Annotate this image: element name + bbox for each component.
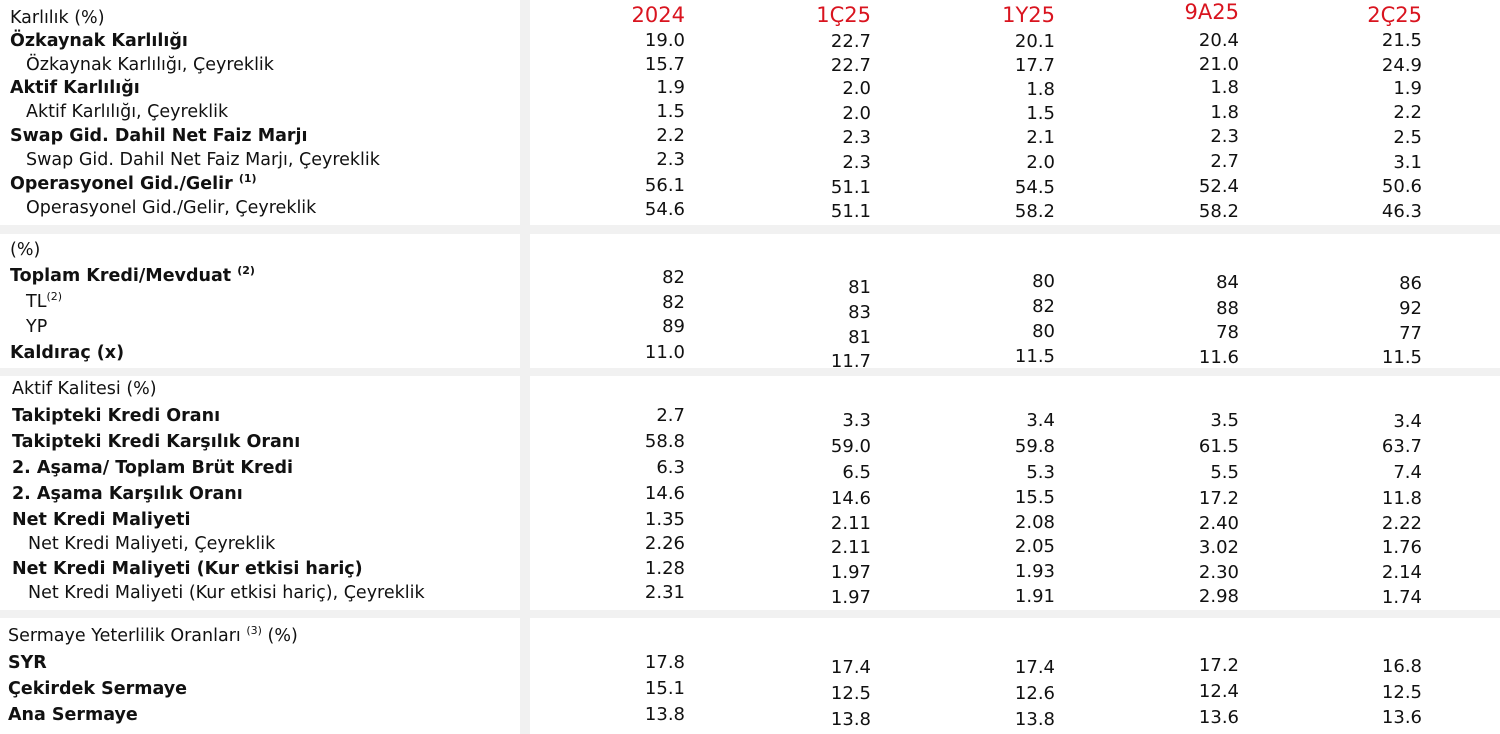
column-header-1c25: 1Ç25 [816, 3, 871, 27]
row-label: SYR [8, 653, 47, 673]
value-2024: 1.5 [656, 101, 685, 122]
table-row [0, 315, 1500, 348]
value-1c25: 51.1 [830, 177, 871, 198]
section-title: Aktif Kalitesi (%) [12, 379, 157, 399]
value-2024: 89 [662, 316, 685, 337]
row-label [26, 290, 62, 314]
table-row [0, 703, 1500, 730]
row-label: Net Kredi Maliyeti [12, 510, 191, 530]
table-row [0, 404, 1500, 432]
table-row [0, 53, 1500, 77]
table-row [0, 148, 1500, 172]
value-9a25: 61.5 [1198, 436, 1239, 457]
table-row [0, 557, 1500, 581]
section-title-text: Sermaye Yeterlilik Oranları [8, 626, 241, 646]
value-1c25: 2.11 [830, 513, 871, 534]
value-2c25: 16.8 [1381, 656, 1422, 677]
value-9a25: 88 [1216, 298, 1239, 319]
value-1c25: 1.97 [830, 587, 871, 608]
value-1y25: 1.5 [1026, 103, 1055, 124]
row-label: Çekirdek Sermaye [8, 679, 187, 699]
value-9a25: 3.5 [1210, 410, 1239, 431]
value-2024: 2.26 [644, 533, 685, 554]
value-9a25: 12.4 [1198, 681, 1239, 702]
value-1y25: 2.0 [1026, 152, 1055, 173]
value-2c25: 12.5 [1381, 682, 1422, 703]
table-row [0, 29, 1500, 53]
row-label-text: Operasyonel Gid./Gelir [10, 174, 233, 194]
value-1y25: 20.1 [1014, 31, 1055, 52]
value-1y25: 15.5 [1014, 487, 1055, 508]
value-9a25: 1.8 [1210, 77, 1239, 98]
value-2024: 1.9 [656, 77, 685, 98]
value-9a25: 13.6 [1198, 707, 1239, 728]
value-1y25: 58.2 [1014, 201, 1055, 222]
column-header-1y25: 1Y25 [1002, 3, 1055, 27]
value-2024: 15.7 [644, 54, 685, 75]
value-1y25: 2.08 [1014, 512, 1055, 533]
value-9a25: 58.2 [1198, 201, 1239, 222]
value-2024: 56.1 [644, 175, 685, 196]
value-2c25: 63.7 [1381, 436, 1422, 457]
footnote-marker: (1) [238, 172, 257, 186]
value-1c25: 2.3 [842, 152, 871, 173]
value-1y25: 3.4 [1026, 410, 1055, 431]
value-1c25: 2.11 [830, 537, 871, 558]
table-row [0, 508, 1500, 532]
value-2c25: 77 [1399, 323, 1422, 344]
value-2c25: 1.9 [1393, 78, 1422, 99]
value-9a25: 11.6 [1198, 347, 1239, 368]
row-label: Takipteki Kredi Oranı [12, 406, 221, 426]
value-1c25: 17.4 [830, 657, 871, 678]
value-1y25: 80 [1032, 321, 1055, 342]
value-1c25: 3.3 [842, 410, 871, 431]
value-9a25: 78 [1216, 322, 1239, 343]
value-1y25: 2.1 [1026, 127, 1055, 148]
value-2c25: 11.8 [1381, 488, 1422, 509]
table-row [0, 124, 1500, 148]
section-title-asset-quality [0, 377, 1500, 401]
value-1c25: 81 [848, 327, 871, 348]
value-1y25: 59.8 [1014, 436, 1055, 457]
value-2024: 17.8 [644, 652, 685, 673]
row-label-text: TL [26, 292, 47, 312]
value-9a25: 2.98 [1198, 586, 1239, 607]
footnote-marker: (2) [46, 290, 63, 304]
row-label: Özkaynak Karlılığı [10, 31, 188, 51]
table-row [0, 482, 1500, 509]
value-1y25: 13.8 [1014, 709, 1055, 730]
value-2024: 54.6 [644, 199, 685, 220]
value-2024: 6.3 [656, 457, 685, 478]
value-1y25: 1.93 [1014, 561, 1055, 582]
value-2024: 2.2 [656, 125, 685, 146]
value-1y25: 5.3 [1026, 462, 1055, 483]
table-row [0, 456, 1500, 483]
section-title-unit: (%) [267, 626, 298, 646]
value-9a25: 21.0 [1198, 54, 1239, 75]
value-1c25: 2.0 [842, 78, 871, 99]
value-2024: 19.0 [644, 30, 685, 51]
column-header-2024: 2024 [631, 3, 685, 27]
row-label: YP [26, 317, 48, 337]
table-row [0, 264, 1500, 298]
value-1c25: 1.97 [830, 562, 871, 583]
value-2024: 82 [662, 292, 685, 313]
value-1c25: 2.3 [842, 127, 871, 148]
row-label: 2. Aşama Karşılık Oranı [12, 484, 243, 504]
row-label: Aktif Karlılığı, Çeyreklik [26, 102, 229, 122]
section-title [8, 624, 298, 648]
value-9a25: 2.40 [1198, 513, 1239, 534]
row-label: Ana Sermaye [8, 705, 138, 725]
value-1c25: 11.7 [830, 351, 871, 372]
value-1c25: 22.7 [830, 31, 871, 52]
value-1y25: 1.91 [1014, 586, 1055, 607]
value-1y25: 11.5 [1014, 346, 1055, 367]
row-label: Net Kredi Maliyeti (Kur etkisi hariç) [12, 559, 363, 579]
value-2c25: 11.5 [1381, 347, 1422, 368]
value-1c25: 2.0 [842, 103, 871, 124]
section-title: (%) [10, 240, 41, 260]
value-1c25: 59.0 [830, 436, 871, 457]
value-9a25: 17.2 [1198, 655, 1239, 676]
value-1c25: 51.1 [830, 201, 871, 222]
table-row [0, 76, 1500, 100]
table-row [0, 677, 1500, 704]
value-1y25: 2.05 [1014, 536, 1055, 557]
footnote-marker: (2) [237, 264, 255, 278]
table-row [0, 532, 1500, 556]
row-label: Swap Gid. Dahil Net Faiz Marjı, Çeyreklik [26, 150, 380, 170]
value-9a25: 17.2 [1198, 488, 1239, 509]
value-2c25: 2.22 [1381, 513, 1422, 534]
row-label: Swap Gid. Dahil Net Faiz Marjı [10, 126, 308, 146]
value-9a25: 2.3 [1210, 126, 1239, 147]
value-1c25: 22.7 [830, 55, 871, 76]
row-label: 2. Aşama/ Toplam Brüt Kredi [12, 458, 293, 478]
value-1c25: 81 [848, 277, 871, 298]
value-2c25: 24.9 [1381, 55, 1422, 76]
value-2c25: 3.1 [1393, 152, 1422, 173]
value-2c25: 86 [1399, 273, 1422, 294]
section-title-profitability [0, 6, 1500, 30]
value-2024: 13.8 [644, 704, 685, 725]
value-2c25: 1.76 [1381, 537, 1422, 558]
value-1y25: 17.4 [1014, 657, 1055, 678]
value-9a25: 84 [1216, 272, 1239, 293]
value-2024: 82 [662, 267, 685, 288]
value-9a25: 1.8 [1210, 102, 1239, 123]
value-2024: 2.3 [656, 149, 685, 170]
row-label: Aktif Karlılığı [10, 78, 140, 98]
value-2024: 14.6 [644, 483, 685, 504]
row-label: Operasyonel Gid./Gelir, Çeyreklik [26, 198, 317, 218]
value-2c25: 21.5 [1381, 30, 1422, 51]
value-2c25: 1.74 [1381, 587, 1422, 608]
value-1y25: 17.7 [1014, 55, 1055, 76]
value-2024: 15.1 [644, 678, 685, 699]
value-2c25: 7.4 [1393, 462, 1422, 483]
value-9a25: 52.4 [1198, 176, 1239, 197]
value-2c25: 46.3 [1381, 201, 1422, 222]
value-1c25: 83 [848, 302, 871, 323]
table-row [0, 196, 1500, 220]
section-title-capital [0, 624, 1500, 648]
value-2c25: 3.4 [1393, 411, 1422, 432]
section-title-ratios [0, 238, 1500, 262]
table-row [0, 100, 1500, 124]
table-row [0, 172, 1500, 196]
value-2024: 58.8 [644, 431, 685, 452]
value-1y25: 82 [1032, 296, 1055, 317]
value-9a25: 2.30 [1198, 562, 1239, 583]
table-row [0, 290, 1500, 323]
column-header-2c25: 2Ç25 [1367, 3, 1422, 27]
value-2024: 2.31 [644, 582, 685, 603]
value-9a25: 5.5 [1210, 462, 1239, 483]
value-1y25: 80 [1032, 271, 1055, 292]
value-2c25: 13.6 [1381, 707, 1422, 728]
value-1c25: 14.6 [830, 488, 871, 509]
row-label: Takipteki Kredi Karşılık Oranı [12, 432, 301, 452]
value-2024: 2.7 [656, 405, 685, 426]
value-2024: 1.28 [644, 558, 685, 579]
row-label [10, 172, 257, 196]
row-label-text: Toplam Kredi/Mevduat [10, 266, 232, 286]
table-row [0, 430, 1500, 457]
value-1c25: 6.5 [842, 462, 871, 483]
value-2024: 11.0 [644, 342, 685, 363]
value-2c25: 2.2 [1393, 102, 1422, 123]
value-2024: 1.35 [644, 509, 685, 530]
table-row [0, 581, 1500, 608]
table-row [0, 341, 1500, 372]
value-1y25: 12.6 [1014, 683, 1055, 704]
table-row [0, 651, 1500, 678]
column-header-9a25: 9A25 [1184, 0, 1239, 24]
value-2c25: 50.6 [1381, 176, 1422, 197]
value-9a25: 2.7 [1210, 151, 1239, 172]
value-1y25: 1.8 [1026, 79, 1055, 100]
row-label: Net Kredi Maliyeti, Çeyreklik [28, 534, 276, 554]
value-2c25: 2.14 [1381, 562, 1422, 583]
value-1c25: 13.8 [830, 709, 871, 730]
row-label [10, 264, 255, 288]
row-label: Özkaynak Karlılığı, Çeyreklik [26, 55, 274, 75]
value-1c25: 12.5 [830, 683, 871, 704]
row-label: Kaldıraç (x) [10, 343, 125, 363]
value-2c25: 2.5 [1393, 127, 1422, 148]
footnote-marker: (3) [246, 624, 262, 638]
value-9a25: 20.4 [1198, 30, 1239, 51]
value-1y25: 54.5 [1014, 177, 1055, 198]
value-2c25: 92 [1399, 298, 1422, 319]
value-9a25: 3.02 [1198, 537, 1239, 558]
section-title: Karlılık (%) [10, 8, 105, 28]
row-label: Net Kredi Maliyeti (Kur etkisi hariç), Çeyreklik [28, 583, 425, 603]
